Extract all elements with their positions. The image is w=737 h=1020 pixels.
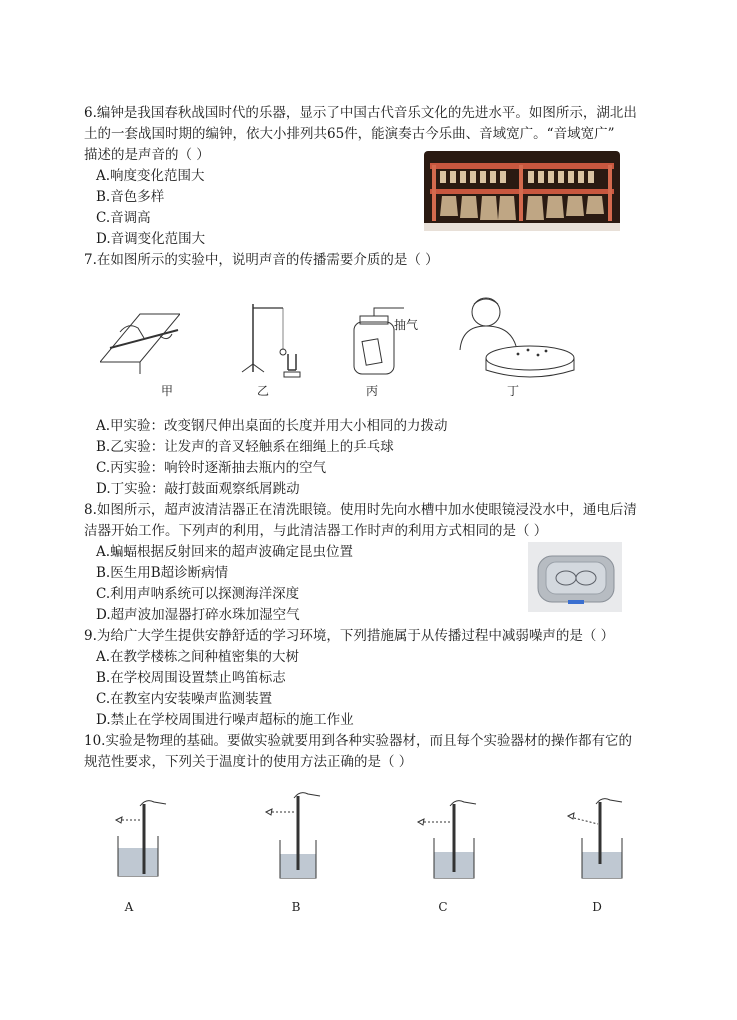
- question-6-option-a: A.响度变化范围大: [96, 168, 205, 184]
- figure-bing-bell-jar: [346, 300, 419, 380]
- figure-yi-tuning-fork: [238, 300, 308, 380]
- question-9-option-a: A.在教学楼栋之间种植密集的大树: [96, 649, 300, 665]
- question-6-option-c: C.音调高: [96, 210, 151, 226]
- question-6-line-2: 土的一套战国时期的编钟，依大小排列共65件，能演奏古今乐曲、音域宽广。“音域宽广”: [84, 126, 615, 142]
- question-6-line-1: 6.编钟是我国春秋战国时代的乐器，显示了中国古代音乐文化的先进水平。如图所示，湖北出: [84, 105, 637, 121]
- thermometer-label-b: B: [291, 900, 301, 914]
- figure-ding-label: 丁: [506, 384, 519, 398]
- question-9-option-b: B.在学校周围设置禁止鸣笛标志: [96, 670, 286, 686]
- question-7-option-b: B.乙实验：让发声的音叉轻触系在细绳上的乒乓球: [96, 439, 394, 455]
- question-8-option-b: B.医生用B超诊断病情: [96, 565, 229, 581]
- question-6-option-d: D.音调变化范围大: [96, 231, 206, 247]
- figure-bing-label: 丙: [365, 384, 378, 398]
- question-8-line-2: 洁器开始工作。下列声的利用，与此清洁器工作时声的利用方式相同的是（ ）: [84, 523, 548, 539]
- question-8-line-1: 8.如图所示，超声波清洁器正在清洗眼镜。使用时先向水槽中加水使眼镜浸没水中，通电后清: [84, 502, 637, 518]
- thermometer-figure-c: [414, 794, 484, 884]
- question-7-option-c: C.丙实验：响铃时逐渐抽去瓶内的空气: [96, 460, 327, 476]
- question-7-line-1: 7.在如图所示的实验中，说明声音的传播需要介质的是（ ）: [84, 252, 439, 268]
- question-9-line-1: 9.为给广大学生提供安静舒适的学习环境，下列措施属于从传播过程中减弱噪声的是（ ）: [84, 628, 615, 644]
- question-10-line-1: 10.实验是物理的基础。要做实验就要用到各种实验器材，而且每个实验器材的操作都有它的: [84, 733, 632, 749]
- question-7-option-a: A.甲实验：改变钢尺伸出桌面的长度并用大小相同的力拨动: [96, 418, 448, 434]
- thermometer-label-d: D: [592, 900, 602, 914]
- question-10-line-2: 规范性要求，下列关于温度计的使用方法正确的是（ ）: [84, 754, 413, 770]
- question-8-option-c: C.利用声呐系统可以探测海洋深度: [96, 586, 300, 602]
- pump-label: 抽气: [394, 318, 419, 332]
- figure-yi-label: 乙: [256, 384, 269, 398]
- thermometer-label-c: C: [438, 900, 448, 914]
- question-9-option-d: D.禁止在学校周围进行噪声超标的施工作业: [96, 712, 354, 728]
- question-7-stem: [84, 250, 659, 271]
- figure-jia-ruler: [100, 292, 180, 378]
- question-7-option-d: D.丁实验：敲打鼓面观察纸屑跳动: [96, 481, 300, 497]
- thermometer-figure-d: [564, 794, 634, 884]
- question-8-option-d: D.超声波加湿器打碎水珠加湿空气: [96, 607, 300, 623]
- thermometer-figure-b: [262, 790, 332, 882]
- figure-ding-drum: [448, 290, 578, 378]
- ultrasonic-cleaner-photo: [528, 542, 622, 612]
- question-6-option-b: B.音色多样: [96, 189, 165, 205]
- figure-jia-label: 甲: [160, 384, 173, 398]
- question-6-line-3: 描述的是声音的（ ）: [84, 147, 210, 163]
- question-8-option-a: A.蝙蝠根据反射回来的超声波确定昆虫位置: [96, 544, 354, 560]
- thermometer-figure-a: [110, 796, 180, 886]
- chime-bells-photo: [424, 151, 620, 231]
- question-9-option-c: C.在教室内安装噪声监测装置: [96, 691, 273, 707]
- thermometer-label-a: A: [124, 900, 134, 914]
